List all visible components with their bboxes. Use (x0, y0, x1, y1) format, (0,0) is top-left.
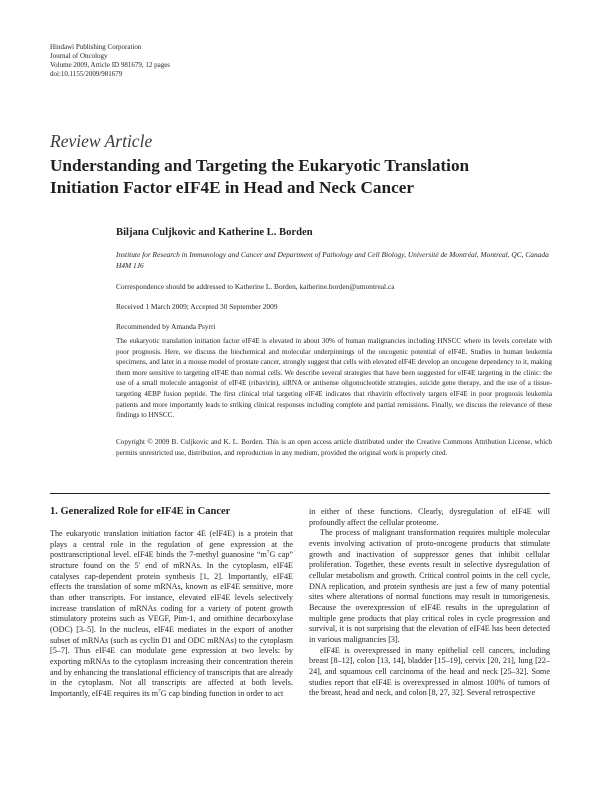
article-type: Review Article (50, 131, 153, 151)
authors: Biljana Culjkovic and Katherine L. Borden (116, 227, 313, 238)
journal-header (50, 43, 170, 79)
article-title (50, 155, 550, 198)
title-line-2: Initiation Factor eIF4E in Head and Neck Cancer (50, 177, 414, 197)
publisher-line: Hindawi Publishing Corporation (50, 43, 142, 51)
section-divider (50, 493, 550, 494)
body-paragraph: in either of these functions. Clearly, dysregulation of eIF4E will profoundly affect the cellular proteome. (309, 507, 550, 527)
body-paragraph: The eukaryotic translation initiation factor 4E (eIF4E) is a protein that plays a central role in the regulation of gene expression at the posttranscriptional level. eIF4E binds the 7-methyl guanosine “$m^7G$ cap” structure found on the 5′ end of mRNAs. In the cytoplasm, eIF4E catalyses cap-dependent protein synthesis [1, 2]. Importantly, eIF4E effects the translation of some mRNAs, known as eIF4E sensitive, more than other transcripts. For instance, elevated eIF4E levels selectively increase translation of mRNAs coding for a variety of potent growth stimulatory proteins such as VEGF, Pim-1, and ornithine decarboxylase (ODC) [3–5]. In the nucleus, eIF4E mediates in the export of another subset of mRNAs (such as cyclin D1 and ODC mRNAs) to the cytoplasm [5–7]. Thus eIF4E can modulate gene expression at two levels: by exporting mRNAs to the cytoplasm increasing their concentration therein and by enhancing the translational efficiency of transcripts that are already in the cytoplasm. Not all transcripts are affected at both levels. Importantly, eIF4E requires its $m^7G$ cap binding function in order to act (50, 529, 293, 698)
recommended-by: Recommended by Amanda Psyrri (116, 322, 216, 331)
body-paragraph: eIF4E is overexpressed in many epithelial cell cancers, including breast [8–12], colon [13, 14], bladder [15–19], cervix [20, 21], lung [22–24], and squamous cell carcinoma of the head and neck [25–32]. Some studies report that eIF4E is overexpressed in almost 100% of tumors of the breast, head and neck, and colon [8, 27, 32]. Several retrospective (309, 645, 550, 698)
body-column-left (50, 529, 293, 700)
section-heading: 1. Generalized Role for eIF4E in Cancer (50, 506, 231, 517)
copyright-notice: Copyright © 2009 B. Culjkovic and K. L. Borden. This is an open access article distributed under the Creative Commons Attribution License, which permits unrestricted use, distribution, and reproduction in any medium, provided the original work is properly cited. (116, 438, 552, 457)
body-paragraph: The process of malignant transformation requires multiple molecular events involving activation of proto-oncogene products that stimulate growth and inactivation of suppressor genes that inhibit cellular proliferation. Together, these events result in selective dysregulation of cellular metabolism and growth. Critical control points in the cell cycle, DNA replication, and protein synthesis are just a few of many potential sites where alterations of normal functions may result in tumorigenesis. Because the overexpression of eIF4E results in the upregulation of multiple gene products that play critical roles in cycle progression and survival, it is not surprising that the elevation of eIF4E has been detected in various malignancies [3]. (309, 528, 550, 644)
body-column-right (309, 507, 550, 699)
affiliation: Institute for Research in Immunology and Cancer and Department of Pathology and Cell Biology, Université de Montréal, Montreal, QC, Canada H4M 1J6 (116, 250, 549, 270)
title-line-1: Understanding and Targeting the Eukaryotic Translation (50, 156, 470, 175)
doi-line: doi:10.1155/2009/981679 (50, 69, 123, 78)
volume-line: Volume 2009, Article ID 981679, 12 pages (50, 60, 171, 69)
received-accepted-dates: Received 1 March 2009; Accepted 30 September 2009 (116, 302, 278, 311)
journal-name: Journal of Oncology (50, 51, 108, 60)
abstract: The eukaryotic translation initiation factor eIF4E is elevated in about 30% of human malignancies including HNSCC where its levels correlate with poor prognosis. Here, we discuss the biochemical and molecular underpinnings of the oncogenic potential of eIF4E. Studies in human leukemia specimens, and later in a mouse model of prostate cancer, strongly suggest that cells with elevated eIF4E develop an oncogene dependency to it, making them more sensitive to targeting eIF4E than normal cells. We describe several strategies that have been suggested for eIF4E targeting in the clinic: the use of a small molecule antagonist of eIF4E (ribavirin), siRNA or antisense oligonucleotide strategies, suicide gene therapy, and the use of a tissue-targeting 4EBP fusion peptide. The first clinical trial targeting eIF4E indicates that ribavirin effectively targets eIF4E in poor prognosis leukemia patients and more importantly leads to striking clinical responses including complete and partial remissions. Finally, we discuss the relevance of these findings to HNSCC. (116, 337, 552, 420)
correspondence-note: Correspondence should be addressed to Katherine L. Borden, katherine.borden@umontreal.ca (116, 282, 395, 291)
